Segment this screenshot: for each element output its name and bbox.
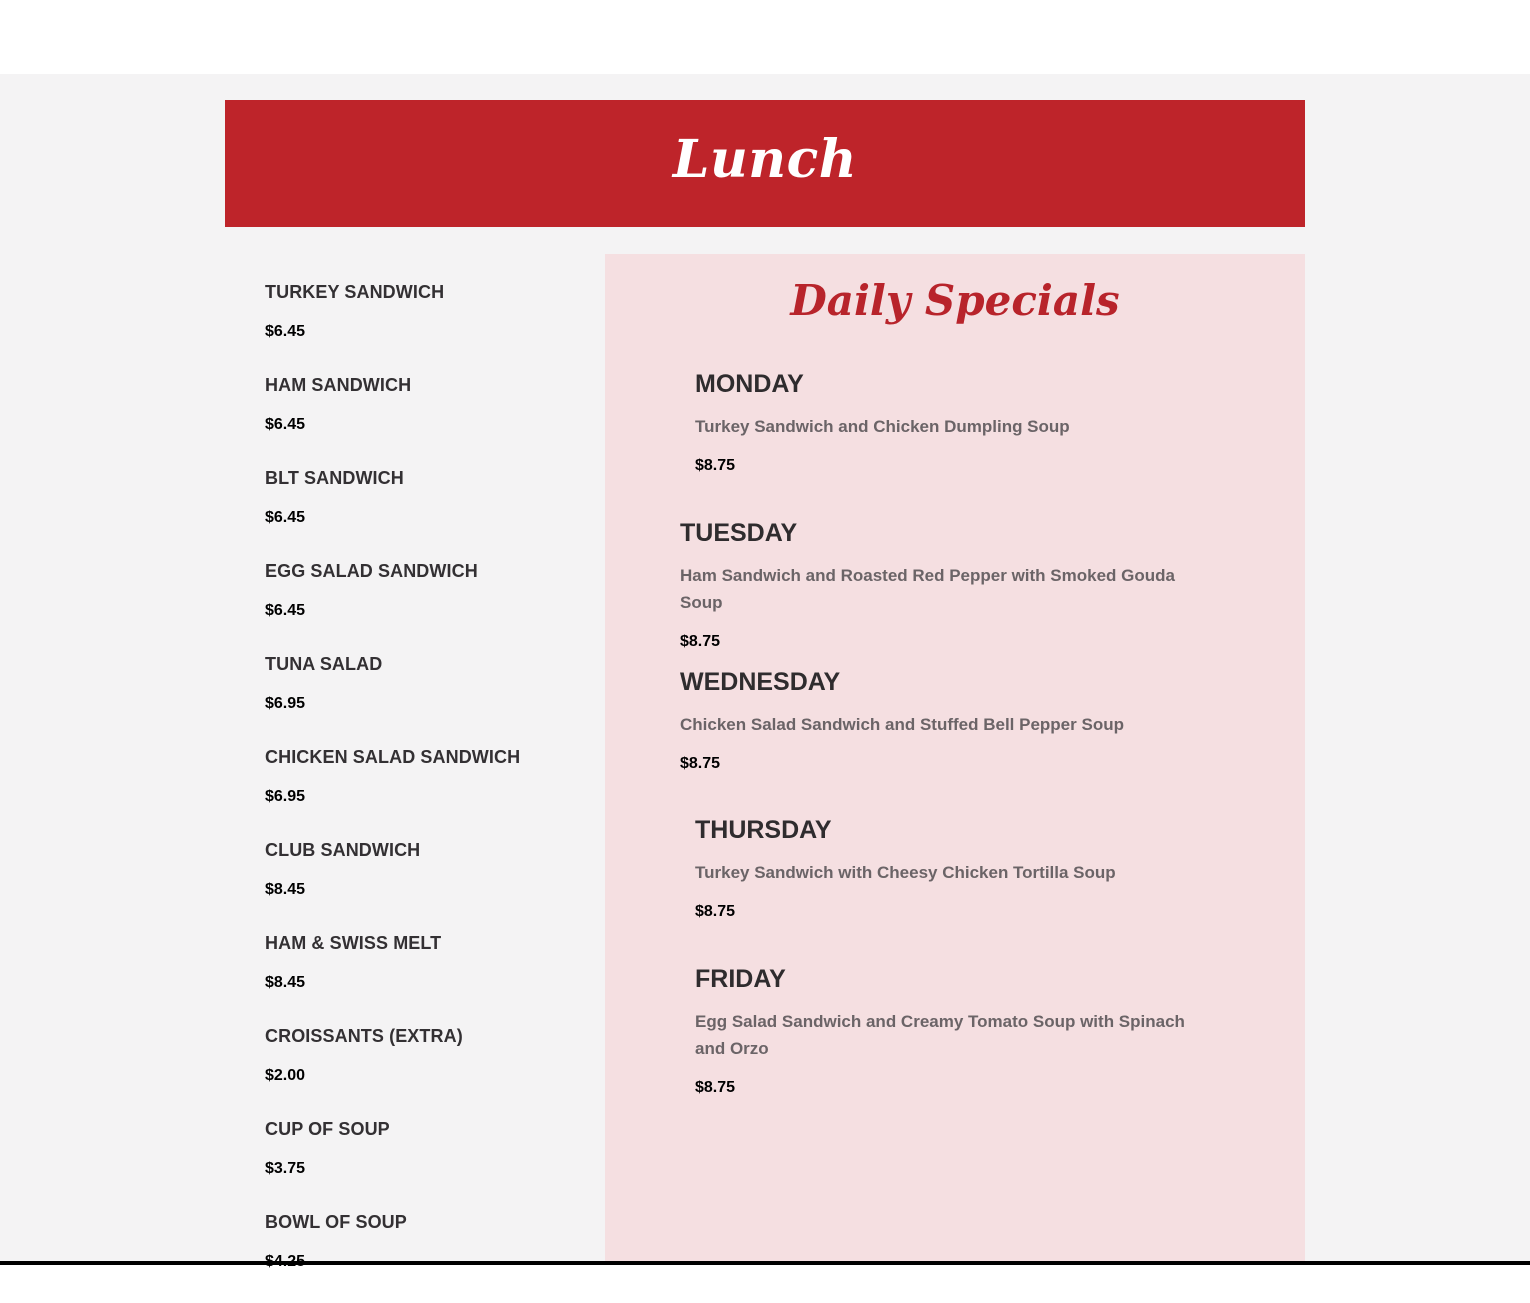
menu-item-price: $8.45 (265, 881, 306, 898)
special-day: MONDAY (695, 370, 804, 398)
menu-item-name: EGG SALAD SANDWICH (265, 561, 478, 581)
bottom-edge (0, 1261, 1530, 1265)
special-day: TUESDAY (680, 519, 798, 547)
menu-item-price: $6.95 (265, 695, 306, 712)
menu-item (265, 931, 595, 1024)
special-day: THURSDAY (695, 816, 832, 844)
menu-item (265, 466, 595, 559)
page-title: Lunch (672, 129, 858, 190)
special-description: Ham Sandwich and Roasted Red Pepper with Smoked Gouda Soup (680, 566, 1175, 612)
menu-item-name: HAM & SWISS MELT (265, 933, 442, 953)
menu-item-price: $6.45 (265, 602, 306, 619)
menu-item-name: TUNA SALAD (265, 654, 383, 674)
menu-item (265, 745, 595, 838)
menu-item-name: CHICKEN SALAD SANDWICH (265, 747, 521, 767)
menu-item (265, 1210, 595, 1303)
special-price: $8.75 (680, 633, 721, 650)
special-day: FRIDAY (695, 965, 786, 993)
special-thursday (695, 815, 1235, 922)
special-price: $8.75 (695, 1079, 736, 1096)
menu-item-price: $6.95 (265, 788, 306, 805)
menu-item-price: $8.45 (265, 974, 306, 991)
menu-item (265, 373, 595, 466)
menu-item-name: CLUB SANDWICH (265, 840, 421, 860)
menu-item (265, 652, 595, 745)
menu-item-name: TURKEY SANDWICH (265, 282, 445, 302)
menu-item (265, 1117, 595, 1210)
special-friday (695, 964, 1215, 1098)
special-tuesday (680, 518, 1220, 652)
daily-specials-title: Daily Specials (790, 276, 1120, 325)
menu-item (265, 1024, 595, 1117)
special-price: $8.75 (680, 755, 721, 772)
menu-item-price: $3.75 (265, 1160, 306, 1177)
menu-item-price: $6.45 (265, 416, 306, 433)
menu-item-price: $6.45 (265, 323, 306, 340)
lunch-banner (225, 100, 1305, 227)
special-price: $8.75 (695, 457, 736, 474)
special-wednesday (680, 667, 1220, 774)
special-day: WEDNESDAY (680, 668, 841, 696)
special-description: Turkey Sandwich and Chicken Dumpling Soup (695, 417, 1070, 436)
special-price: $8.75 (695, 903, 736, 920)
special-description: Chicken Salad Sandwich and Stuffed Bell Pepper Soup (680, 715, 1124, 734)
menu-item-name: CROISSANTS (EXTRA) (265, 1026, 463, 1046)
menu-item-price: $2.00 (265, 1067, 306, 1084)
special-description: Turkey Sandwich with Cheesy Chicken Tortilla Soup (695, 863, 1116, 882)
special-description: Egg Salad Sandwich and Creamy Tomato Soup with Spinach and Orzo (695, 1012, 1185, 1058)
menu-item (265, 838, 595, 931)
menu-item-name: BOWL OF SOUP (265, 1212, 407, 1232)
daily-specials-panel (605, 254, 1305, 1265)
menu-item-name: CUP OF SOUP (265, 1119, 390, 1139)
special-monday (695, 369, 1235, 476)
menu-item-name: HAM SANDWICH (265, 375, 412, 395)
menu-item-price: $6.45 (265, 509, 306, 526)
menu-item-name: BLT SANDWICH (265, 468, 404, 488)
top-bar (0, 0, 1530, 74)
menu-item (265, 280, 595, 373)
menu-item (265, 559, 595, 652)
